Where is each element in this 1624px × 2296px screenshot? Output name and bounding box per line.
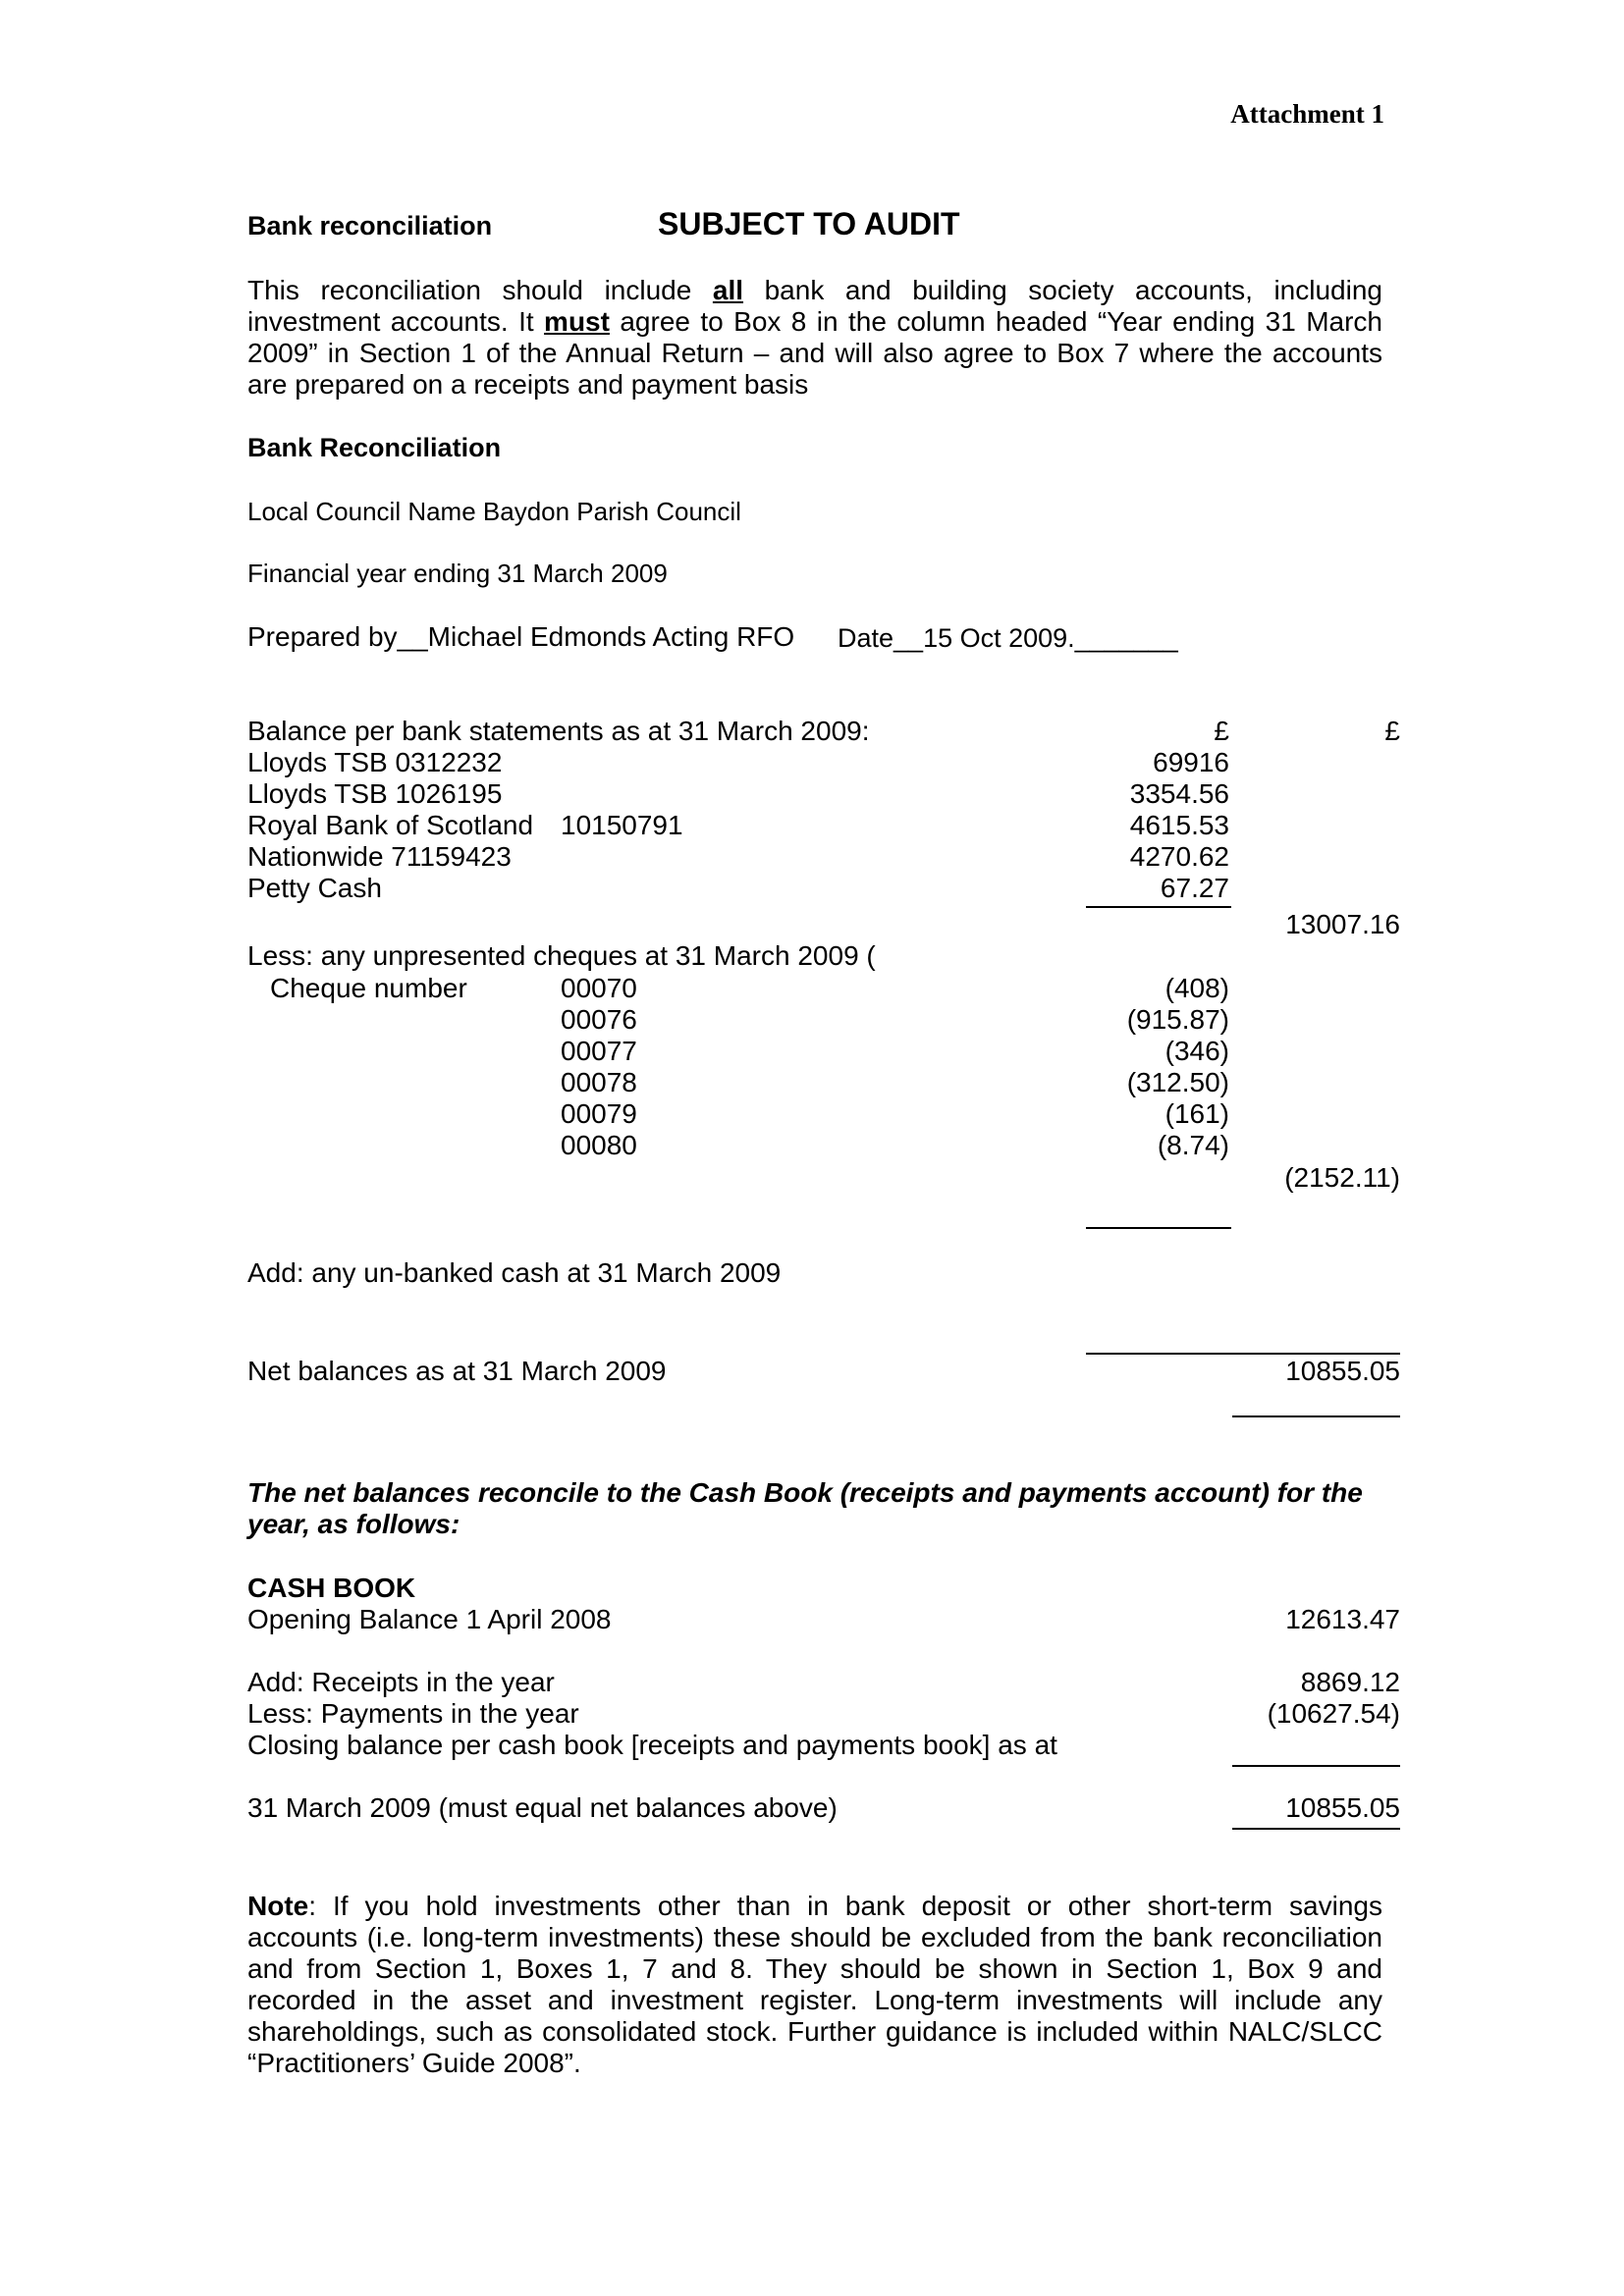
account-name: Petty Cash xyxy=(247,873,382,903)
section-title: Bank Reconciliation xyxy=(247,433,502,462)
council-name: Local Council Name Baydon Parish Council xyxy=(247,497,741,526)
payments-value: (10627.54) xyxy=(1267,1698,1400,1729)
intro-text-1: This reconciliation should include xyxy=(247,275,713,305)
financial-year: Financial year ending 31 March 2009 xyxy=(247,559,668,588)
receipts-value: 8869.12 xyxy=(1300,1667,1400,1697)
net-balances-value: 10855.05 xyxy=(1285,1356,1400,1386)
net-balances-double-rule xyxy=(1232,1415,1400,1417)
statements-subtotal: 13007.16 xyxy=(1285,909,1400,939)
prepared-date: Date__15 Oct 2009._______ xyxy=(838,623,1178,653)
net-balances-label: Net balances as at 31 March 2009 xyxy=(247,1356,667,1386)
intro-emphasis-all: all xyxy=(712,275,744,305)
note-label: Note xyxy=(247,1891,309,1921)
account-name: Royal Bank of Scotland xyxy=(247,810,534,840)
cheque-number: 00080 xyxy=(561,1130,637,1160)
cheque-amount: (312.50) xyxy=(1126,1067,1229,1097)
opening-balance-label: Opening Balance 1 April 2008 xyxy=(247,1604,612,1634)
unbanked-cash-label: Add: any un-banked cash at 31 March 2009 xyxy=(247,1257,782,1288)
cheque-number: 00077 xyxy=(561,1036,637,1066)
net-balances-rule xyxy=(1086,1353,1400,1355)
statements-label: Balance per bank statements as at 31 March 2009: xyxy=(247,716,870,746)
cheque-amount: (408) xyxy=(1164,973,1229,1003)
cheque-number: 00078 xyxy=(561,1067,637,1097)
intro-text-2: bank and building society accounts, including investment accounts. It xyxy=(247,275,1382,337)
intro-paragraph xyxy=(247,275,1382,400)
account-amount: 69916 xyxy=(1153,747,1229,777)
account-amount: 3354.56 xyxy=(1129,778,1229,809)
opening-balance-value: 12613.47 xyxy=(1285,1604,1400,1634)
account-name: Nationwide 71159423 xyxy=(247,841,512,872)
intro-text-3: agree to Box 8 in the column headed “Year ending 31 March 2009” in Section 1 of the Annual Return – and will also agree to Box 7 where the accounts are prepared on a receipts and payment basis xyxy=(247,306,1383,400)
cheque-number-label: Cheque number xyxy=(270,973,467,1003)
cheque-number: 00076 xyxy=(561,1004,637,1035)
heading-bank-reconciliation: Bank reconciliation xyxy=(247,211,493,240)
cheque-amount: (8.74) xyxy=(1157,1130,1229,1160)
receipts-label: Add: Receipts in the year xyxy=(247,1667,555,1697)
cash-book-title: CASH BOOK xyxy=(247,1573,416,1603)
note-text: : If you hold investments other than in bank deposit or other short-term savings accounts (i.e. long-term investments) these should be excluded from the bank reconciliation and from Section 1, Boxes 1, 7 and 8. They should be shown in Section 1, Box 9 and recorded in the asset and investment register. Long-term investments will include any shareholdings, such as consolidated stock. Further guidance is included within NALC/SLCC “Practitioners’ Guide 2008”. xyxy=(247,1891,1382,2078)
cheque-number: 00070 xyxy=(561,973,637,1003)
cheque-amount: (346) xyxy=(1164,1036,1229,1066)
account-name: Lloyds TSB 1026195 xyxy=(247,778,503,809)
cheques-label: Less: any unpresented cheques at 31 March 2009 ( xyxy=(247,940,876,971)
closing-date-label: 31 March 2009 (must equal net balances above) xyxy=(247,1792,838,1823)
note-paragraph xyxy=(247,1891,1382,2079)
closing-balance-value: 10855.05 xyxy=(1285,1792,1400,1823)
cheque-amount: (161) xyxy=(1164,1098,1229,1129)
currency-symbol-col2: £ xyxy=(1384,716,1400,746)
statements-subtotal-rule xyxy=(1086,906,1231,908)
closing-balance-rule xyxy=(1232,1765,1400,1767)
account-reference: 10150791 xyxy=(561,810,683,840)
account-name: Lloyds TSB 0312232 xyxy=(247,747,503,777)
cheques-total: (2152.11) xyxy=(1284,1162,1400,1193)
closing-balance-underline xyxy=(1232,1828,1400,1830)
cheque-amount: (915.87) xyxy=(1126,1004,1229,1035)
reconcile-statement: The net balances reconcile to the Cash Book (receipts and payments account) for the year, as follows: xyxy=(247,1477,1363,1539)
currency-symbol-col1: £ xyxy=(1214,716,1229,746)
cheques-rule xyxy=(1086,1227,1231,1229)
attachment-label: Attachment 1 xyxy=(1230,99,1384,129)
account-amount: 67.27 xyxy=(1160,873,1229,903)
intro-emphasis-must: must xyxy=(544,306,610,337)
cheque-number: 00079 xyxy=(561,1098,637,1129)
account-amount: 4270.62 xyxy=(1129,841,1229,872)
closing-balance-label: Closing balance per cash book [receipts and payments book] as at xyxy=(247,1730,1057,1760)
account-amount: 4615.53 xyxy=(1129,810,1229,840)
payments-label: Less: Payments in the year xyxy=(247,1698,579,1729)
prepared-by: Prepared by__Michael Edmonds Acting RFO xyxy=(247,621,795,652)
heading-subject-to-audit: SUBJECT TO AUDIT xyxy=(658,206,960,241)
